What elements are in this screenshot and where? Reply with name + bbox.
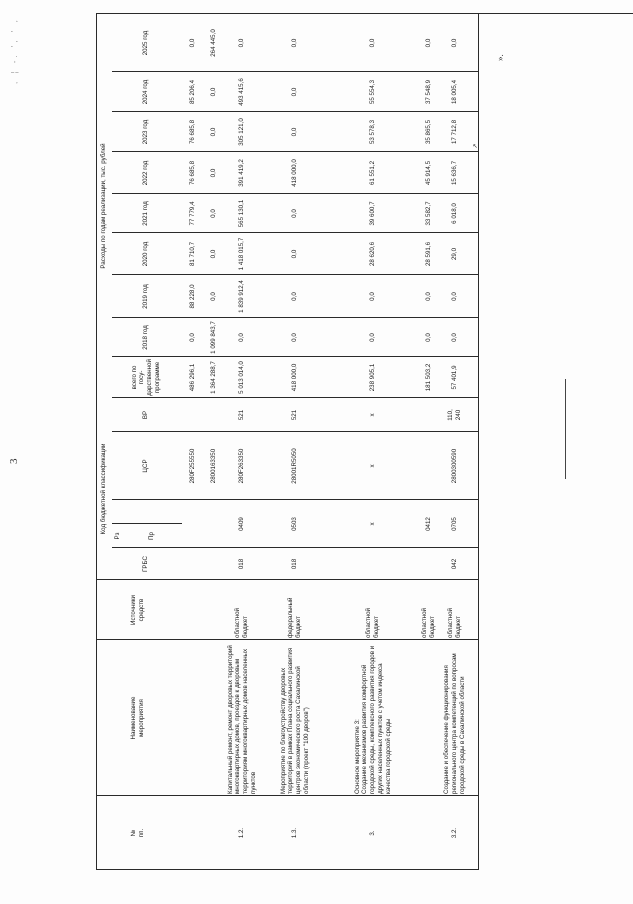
header-total: всего по госу- дарственной программе <box>130 359 161 396</box>
row-year-0: 0,0 <box>291 333 299 342</box>
row-vr: x <box>369 413 377 417</box>
row-year-7: 0,0 <box>369 38 377 48</box>
header-csr: ЦСР <box>142 459 150 473</box>
row-name <box>180 640 205 796</box>
row-year-6: 85 206,4 <box>188 79 196 105</box>
header-source: Источники средств <box>130 595 145 625</box>
header-num: № пп. <box>130 828 145 838</box>
row-vr <box>205 398 222 432</box>
row-year-2: 28 591,6 <box>425 241 433 267</box>
header-classification: Код бюджетной классификации <box>100 443 108 535</box>
header-rz: Рз <box>113 532 121 540</box>
row-csr: 2800300590 <box>451 448 459 484</box>
row-name: Основное мероприятие 3: Создание механизмов развития комфортной городской среды, комплексного развития городов и других населенных пунктов с учетом индекса качества городской среды <box>353 645 392 794</box>
row-rzpr: 0705 <box>451 517 459 531</box>
row-year-1: 0,0 <box>209 292 217 301</box>
row-year-7: 264 445,0 <box>209 29 217 57</box>
page-number: 3 <box>8 458 20 464</box>
row-name <box>205 640 222 796</box>
row-num <box>418 796 440 870</box>
row-year-0: 0,0 <box>188 333 196 342</box>
row-year-1: 0,0 <box>291 292 299 301</box>
row-vr: 521 <box>291 409 299 421</box>
row-vr: 110, 240 <box>447 409 462 421</box>
row-year-5: 305 121,0 <box>238 118 246 146</box>
row-grbs <box>180 548 205 580</box>
row-year-1: 1 839 912,4 <box>238 280 246 313</box>
row-num <box>205 796 222 870</box>
row-year-3: 77 779,4 <box>188 201 196 226</box>
row-source <box>180 580 205 640</box>
row-year-6: 18 005,4 <box>451 79 459 105</box>
scan-artifact-marks: , ¦ -. ', ' , <box>10 17 19 84</box>
row-num <box>180 796 205 870</box>
row-year-2: 28 620,6 <box>369 241 377 267</box>
row-year-7: 0,0 <box>238 38 246 48</box>
row-year-6: 37 548,9 <box>425 79 433 105</box>
row-year-4: 76 685,8 <box>188 160 196 186</box>
row-rzpr <box>180 500 205 548</box>
row-year-4: 15 636,7 <box>451 160 459 186</box>
row-csr: 2800163350 <box>209 448 217 484</box>
row-year-0: 0,0 <box>369 333 377 342</box>
row-year-7: 0,0 <box>451 38 459 48</box>
stray-mark: ↗ <box>472 143 480 149</box>
row-rzpr: 0412 <box>425 517 433 531</box>
row-year-2: 0,0 <box>291 249 299 259</box>
header-name: Наименование мероприятия <box>130 696 145 740</box>
row-year-7: 0,0 <box>291 38 299 48</box>
header-pr: Пр <box>147 532 155 540</box>
row-vr <box>180 398 205 432</box>
row-total: 418 000,0 <box>291 363 299 392</box>
row-total: 486 296,1 <box>188 363 196 392</box>
row-year-0: 1 099 843,7 <box>209 321 217 354</box>
row-year-5: 76 685,8 <box>188 119 196 145</box>
row-source: областной бюджет <box>447 607 462 638</box>
header-year-1: 2019 год <box>142 284 150 309</box>
row-vr <box>418 398 440 432</box>
row-year-4: 45 914,5 <box>425 160 433 186</box>
row-name <box>418 640 440 796</box>
row-grbs: 018 <box>238 558 246 570</box>
header-year-5: 2023 год <box>142 119 150 145</box>
header-grbs: ГРБС <box>142 556 150 572</box>
row-csr: 280F255550 <box>188 448 196 484</box>
row-year-6: 55 554,3 <box>369 79 377 105</box>
signature-line <box>565 379 566 479</box>
row-source: областной бюджет <box>421 607 436 638</box>
row-num: 1.2. <box>238 827 246 839</box>
row-total: 5 013 014,0 <box>238 361 246 394</box>
row-csr: 280F263350 <box>238 448 246 484</box>
row-year-4: 0,0 <box>209 168 217 178</box>
header-year-3: 2021 год <box>142 201 150 226</box>
row-year-0: 0,0 <box>238 333 246 342</box>
header-expenses: Расходы по годам реализации, тыс. рублей <box>100 143 108 269</box>
row-year-1: 88 228,0 <box>188 284 196 309</box>
row-year-2: 0,0 <box>209 249 217 259</box>
row-year-6: 0,0 <box>209 87 217 97</box>
row-year-7: 0,0 <box>188 38 196 48</box>
header-year-6: 2024 год <box>142 79 150 105</box>
header-year-0: 2018 год <box>142 325 150 350</box>
row-total: 181 503,2 <box>425 363 433 392</box>
row-grbs: 042 <box>451 558 459 570</box>
row-grbs: 018 <box>291 558 299 570</box>
row-year-1: 0,0 <box>451 292 459 301</box>
row-rzpr: 0409 <box>238 517 246 531</box>
row-year-1: 0,0 <box>425 292 433 301</box>
row-name: Мероприятие по благоустройству дворовых территорий в рамках Плана социального развития центров экономического роста Сахалинской области (проект "100 дворов") <box>279 647 310 794</box>
row-grbs <box>418 548 440 580</box>
row-source: федеральный бюджет <box>287 597 302 638</box>
row-year-2: 1 418 015,7 <box>238 237 246 271</box>
row-year-3: 39 600,7 <box>369 201 377 226</box>
row-year-6: 0,0 <box>291 87 299 97</box>
row-year-2: 29,0 <box>451 247 459 261</box>
row-year-4: 391 419,2 <box>238 159 246 187</box>
row-rzpr: x <box>369 522 377 526</box>
row-grbs <box>328 548 418 580</box>
row-source: областной бюджет <box>365 607 380 638</box>
row-year-5: 17 712,8 <box>451 119 459 145</box>
row-year-3: 33 582,7 <box>425 201 433 226</box>
row-source: областной бюджет <box>234 607 249 638</box>
row-year-5: 35 865,5 <box>425 119 433 145</box>
header-year-2: 2020 год <box>142 241 150 267</box>
rz-pr-split <box>112 523 180 524</box>
row-year-5: 0,0 <box>291 127 299 137</box>
row-grbs <box>205 548 222 580</box>
row-total: 238 905,1 <box>369 363 377 392</box>
row-name: Капитальный ремонт, ремонт дворовых территорий многоквартирных домов, проездов к дворовым территориям многоквартирных домов населенных пунктов <box>226 645 257 794</box>
row-num: 1.3. <box>291 827 299 839</box>
row-year-3: 6 018,0 <box>451 203 459 224</box>
row-total: 57 401,9 <box>451 365 459 390</box>
header-vr: ВР <box>142 410 150 420</box>
row-year-6: 493 415,6 <box>238 78 246 106</box>
row-rzpr <box>205 500 222 548</box>
row-csr: x <box>369 464 377 468</box>
row-vr: 521 <box>238 409 246 421</box>
header-year-7: 2025 год <box>142 30 150 56</box>
row-total: 1 364 288,7 <box>209 361 217 394</box>
row-year-2: 81 710,7 <box>188 241 196 267</box>
row-num: 3. <box>369 830 377 836</box>
row-year-3: 0,0 <box>209 209 217 218</box>
row-year-5: 0,0 <box>209 127 217 137</box>
row-year-3: 565 130,1 <box>238 199 246 228</box>
row-year-4: 61 551,2 <box>369 160 377 186</box>
row-year-3: 0,0 <box>291 209 299 218</box>
closing-quote-mark: ». <box>495 54 505 61</box>
row-year-7: 0,0 <box>425 38 433 48</box>
row-name: Создание и обеспечение функционирования регионального центра компетенций по вопросам городской среды в Сахалинской области <box>443 653 466 794</box>
row-source <box>205 580 222 640</box>
row-year-0: 0,0 <box>425 333 433 342</box>
row-year-5: 53 578,3 <box>369 119 377 145</box>
row-csr: 28001R5050 <box>291 448 299 484</box>
row-separator-6 <box>470 13 633 14</box>
row-rzpr: 0503 <box>291 517 299 531</box>
row-year-0: 0,0 <box>451 333 459 342</box>
header-year-4: 2022 год <box>142 160 150 186</box>
row-year-4: 418 000,0 <box>291 159 299 187</box>
row-year-1: 0,0 <box>369 292 377 301</box>
row-num: 3.2. <box>451 827 459 839</box>
row-csr <box>418 432 440 500</box>
